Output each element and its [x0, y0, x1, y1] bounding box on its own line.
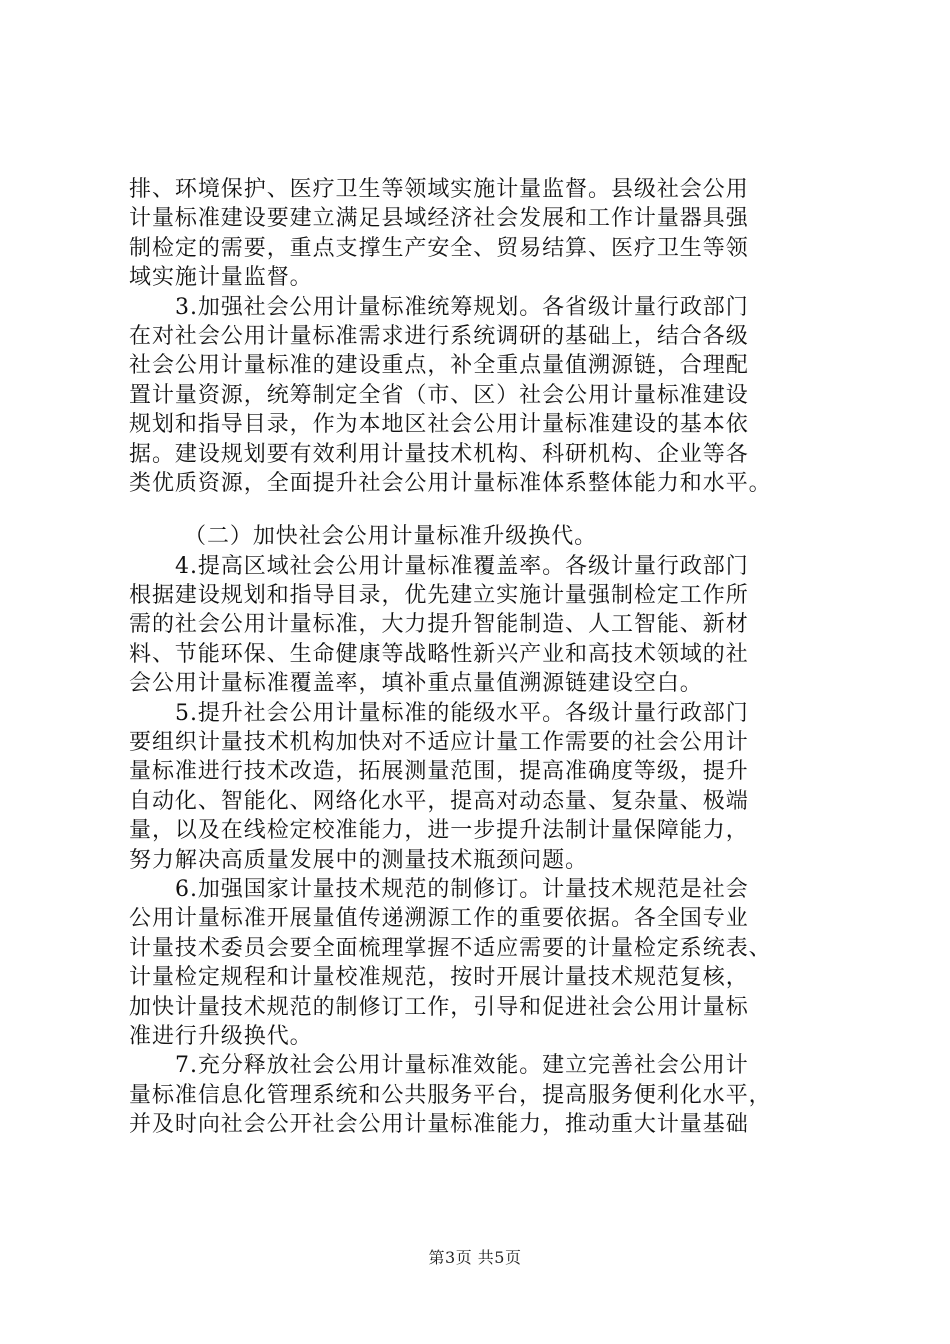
text-line: 公用计量标准开展量值传递溯源工作的重要依据。各全国专业: [129, 906, 749, 932]
text-line: 准进行升级换代。: [129, 1023, 313, 1049]
text-line: 社会公用计量标准的建设重点，补全重点量值溯源链，合理配: [129, 353, 749, 379]
text-line: 加快计量技术规范的制修订工作，引导和促进社会公用计量标: [129, 994, 749, 1020]
text-line: 量标准进行技术改造，拓展测量范围，提高准确度等级，提升: [129, 759, 749, 785]
text-line: 在对社会公用计量标准需求进行系统调研的基础上，结合各级: [129, 323, 749, 349]
text-line: 会公用计量标准覆盖率，填补重点量值溯源链建设空白。: [129, 671, 703, 697]
text-line: 置计量资源，统筹制定全省（市、区）社会公用计量标准建设: [129, 382, 749, 408]
text-line: 量标准信息化管理系统和公共服务平台，提高服务便利化水平，: [129, 1082, 772, 1108]
text-line: 类优质资源，全面提升社会公用计量标准体系整体能力和水平。: [129, 470, 772, 496]
text-line: 并及时向社会公开社会公用计量标准能力，推动重大计量基础: [129, 1112, 749, 1138]
text-line: 自动化、智能化、网络化水平，提高对动态量、复杂量、极端: [129, 788, 749, 814]
text-line: 6.加强国家计量技术规范的制修订。计量技术规范是社会: [175, 876, 749, 902]
text-line: 4.提高区域社会公用计量标准覆盖率。各级计量行政部门: [175, 553, 749, 579]
text-line: 料、节能环保、生命健康等战略性新兴产业和高技术领域的社: [129, 641, 749, 667]
text-line: 域实施计量监督。: [129, 265, 313, 291]
paragraph-gap: [129, 498, 829, 522]
text-line: 计量标准建设要建立满足县域经济社会发展和工作计量器具强: [129, 206, 749, 232]
document-body: [129, 175, 829, 1140]
text-line: 制检定的需要，重点支撑生产安全、贸易结算、医疗卫生等领: [129, 235, 749, 261]
text-line: 据。建设规划要有效利用计量技术机构、科研机构、企业等各: [129, 441, 749, 467]
text-line: 量，以及在线检定校准能力，进一步提升法制计量保障能力，: [129, 818, 749, 844]
text-line: 计量技术委员会要全面梳理掌握不适应需要的计量检定系统表、: [129, 935, 772, 961]
text-line: 要组织计量技术机构加快对不适应计量工作需要的社会公用计: [129, 730, 749, 756]
text-line: 需的社会公用计量标准，大力提升智能制造、人工智能、新材: [129, 612, 749, 638]
text-line: 努力解决高质量发展中的测量技术瓶颈问题。: [129, 847, 589, 873]
page-footer: 第3页 共5页: [428, 1248, 522, 1267]
text-line: 规划和指导目录，作为本地区社会公用计量标准建设的基本依: [129, 412, 749, 438]
text-line: 5.提升社会公用计量标准的能级水平。各级计量行政部门: [175, 700, 749, 726]
text-line: 排、环境保护、医疗卫生等领域实施计量监督。县级社会公用: [129, 177, 749, 202]
section-heading: （二）加快社会公用计量标准升级换代。: [184, 524, 598, 550]
text-line: 7.充分释放社会公用计量标准效能。建立完善社会公用计: [175, 1053, 749, 1079]
text-line: 计量检定规程和计量校准规范，按时开展计量技术规范复核，: [129, 965, 749, 991]
text-line: 3.加强社会公用计量标准统筹规划。各省级计量行政部门: [175, 294, 749, 320]
text-line: 根据建设规划和指导目录，优先建立实施计量强制检定工作所: [129, 583, 749, 609]
